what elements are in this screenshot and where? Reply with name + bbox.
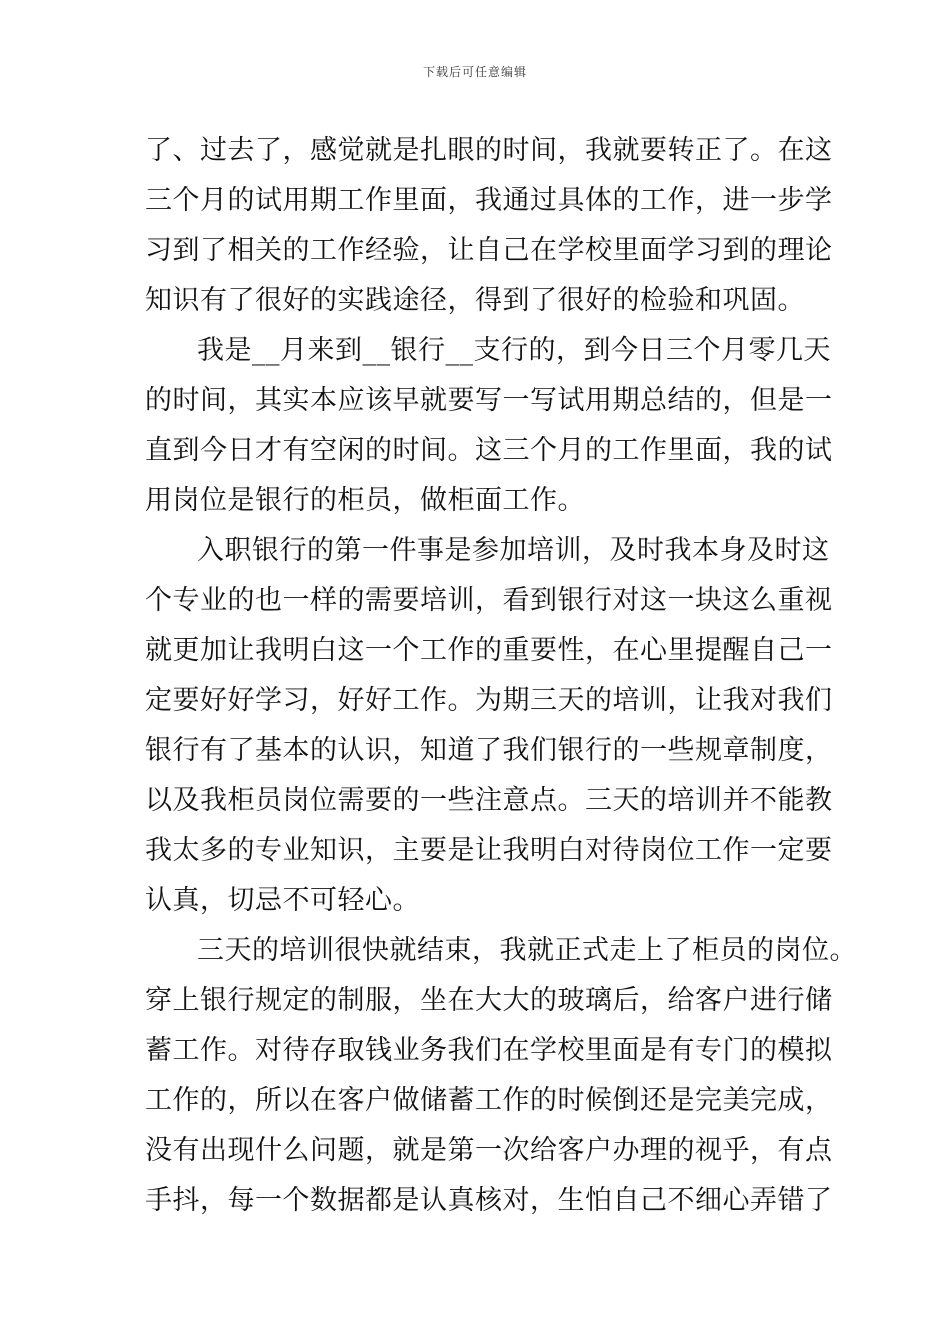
text-line: 知识有了很好的实践途径，得到了很好的检验和巩固。 [145, 285, 805, 316]
text-line: 我是__月来到__银行__支行的，到今日三个月零几天 [197, 335, 831, 366]
text-line: 没有出现什么问题，就是第一次给客户办理的视乎，有点 [145, 1135, 833, 1166]
text-line: 以及我柜员岗位需要的一些注意点。三天的培训并不能教 [145, 785, 833, 816]
text-line: 个专业的也一样的需要培训，看到银行对这一块这么重视 [145, 585, 833, 616]
text-line: 银行有了基本的认识，知道了我们银行的一些规章制度， [145, 735, 833, 766]
paragraph-2 [145, 326, 833, 526]
document-body [145, 126, 857, 1226]
text-line: 蓄工作。对待存取钱业务我们在学校里面是有专门的模拟 [145, 1035, 833, 1066]
text-line: 三个月的试用期工作里面，我通过具体的工作，进一步学 [145, 185, 833, 216]
text-line: 了、过去了，感觉就是扎眼的时间，我就要转正了。在这 [145, 135, 833, 166]
text-line: 我太多的专业知识，主要是让我明白对待岗位工作一定要 [145, 835, 833, 866]
text-line: 的时间，其实本应该早就要写一写试用期总结的，但是一 [145, 385, 833, 416]
paragraph-4 [145, 926, 857, 1226]
text-line: 手抖，每一个数据都是认真核对，生怕自己不细心弄错了 [145, 1185, 833, 1216]
text-line: 三天的培训很快就结束，我就正式走上了柜员的岗位。 [197, 935, 857, 966]
page-header: 下载后可任意编辑 [422, 65, 527, 79]
text-line: 用岗位是银行的柜员，做柜面工作。 [145, 485, 585, 516]
text-line: 工作的，所以在客户做储蓄工作的时候倒还是完美完成， [145, 1085, 833, 1116]
paragraph-3 [145, 526, 833, 926]
text-line: 习到了相关的工作经验，让自己在学校里面学习到的理论 [145, 235, 833, 266]
text-line: 穿上银行规定的制服，坐在大大的玻璃后，给客户进行储 [145, 985, 833, 1016]
text-line: 认真，切忌不可轻心。 [145, 885, 420, 916]
paragraph-1 [145, 126, 833, 326]
text-line: 直到今日才有空闲的时间。这三个月的工作里面，我的试 [145, 435, 833, 466]
text-line: 就更加让我明白这一个工作的重要性，在心里提醒自己一 [145, 635, 833, 666]
text-line: 入职银行的第一件事是参加培训，及时我本身及时这 [197, 535, 830, 566]
text-line: 定要好好学习，好好工作。为期三天的培训，让我对我们 [145, 685, 833, 716]
